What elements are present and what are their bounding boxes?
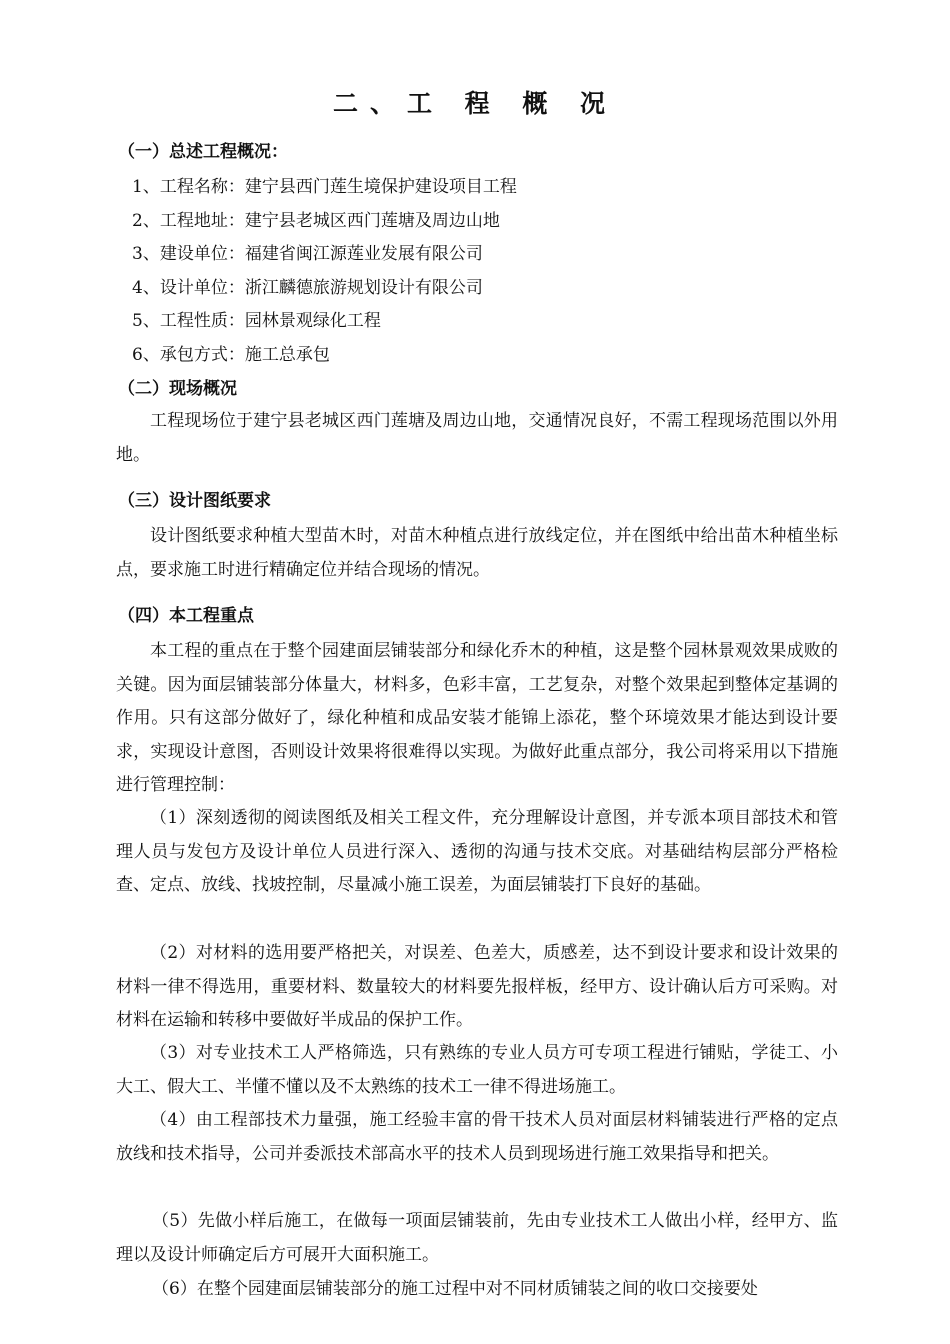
page-title: 二、工 程 概 况 (332, 89, 618, 118)
drawings-paragraph: 设计图纸要求种植大型苗木时，对苗木种植点进行放线定位，并在图纸中给出苗木种植坐标点，要求施工时进行精确定位并结合现场的情况。 (116, 526, 838, 580)
measure-paragraph: （6）在整个园建面层铺装部分的施工过程中对不同材质铺装之间的收口交接要处 (152, 1279, 758, 1299)
measure-paragraph: （5）先做小样后施工，在做每一项面层铺装前，先由专业技术工人做出小样，经甲方、监理以及设计师确定后方可展开大面积施工。 (116, 1211, 838, 1265)
measure-paragraph: （3）对专业技术工人严格筛选，只有熟练的专业人员方可专项工程进行铺贴，学徒工、小大工、假大工、半懂不懂以及不太熟练的技术工一律不得进场施工。 (116, 1043, 838, 1097)
section-heading-site: （二）现场概况 (118, 379, 237, 399)
section-heading-overview: （一）总述工程概况： (118, 142, 288, 162)
overview-item: 1、工程名称：建宁县西门莲生境保护建设项目工程 (132, 177, 517, 197)
section-heading-key-points: （四）本工程重点 (118, 606, 254, 626)
overview-item: 2、工程地址：建宁县老城区西门莲塘及周边山地 (132, 211, 500, 231)
overview-item: 6、承包方式：施工总承包 (132, 345, 330, 365)
overview-item: 5、工程性质：园林景观绿化工程 (132, 311, 381, 331)
measure-paragraph: （1）深刻透彻的阅读图纸及相关工程文件，充分理解设计意图，并专派本项目部技术和管理人员与发包方及设计单位人员进行深入、透彻的沟通与技术交底。对基础结构层部分严格检查、定点、放线、找坡控制，尽量减小施工误差，为面层铺装打下良好的基础。 (116, 808, 838, 896)
key-points-intro: 本工程的重点在于整个园建面层铺装部分和绿化乔木的种植，这是整个园林景观效果成败的关键。因为面层铺装部分体量大，材料多，色彩丰富，工艺复杂，对整个效果起到整体定基调的作用。只有这部分做好了，绿化种植和成品安装才能锦上添花，整个环境效果才能达到设计要求，实现设计意图，否则设计效果将很难得以实现。为做好此重点部分，我公司将采用以下措施进行管理控制： (116, 641, 838, 796)
overview-item: 3、建设单位：福建省闽江源莲业发展有限公司 (132, 244, 483, 264)
overview-item: 4、设计单位：浙江麟德旅游规划设计有限公司 (132, 278, 483, 298)
section-heading-drawings: （三）设计图纸要求 (118, 491, 271, 511)
measure-paragraph: （2）对材料的选用要严格把关，对误差、色差大，质感差，达不到设计要求和设计效果的材料一律不得选用，重要材料、数量较大的材料要先报样板，经甲方、设计确认后方可采购。对材料在运输和转移中要做好半成品的保护工作。 (116, 943, 838, 1031)
measure-paragraph: （4）由工程部技术力量强，施工经验丰富的骨干技术人员对面层材料铺装进行严格的定点放线和技术指导，公司并委派技术部高水平的技术人员到现场进行施工效果指导和把关。 (116, 1110, 838, 1164)
site-paragraph: 工程现场位于建宁县老城区西门莲塘及周边山地，交通情况良好，不需工程现场范围以外用地。 (116, 411, 838, 465)
